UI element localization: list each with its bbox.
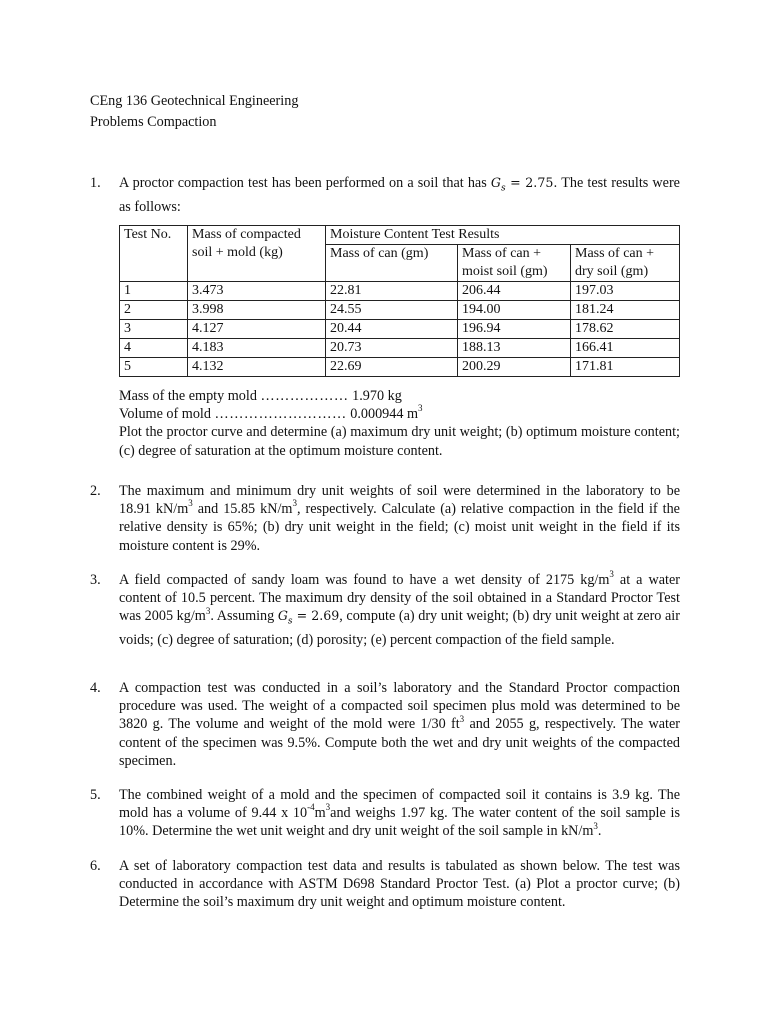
gs-symbol: $G_s = 2.75$.: [490, 175, 558, 194]
problem-2: [90, 482, 680, 555]
table-row: 4 4.183 20.73 188.13 166.41: [120, 338, 680, 357]
problem-number: 2.: [90, 483, 101, 499]
table-row: 3 4.127 20.44 196.94 178.62: [120, 319, 680, 338]
document-header: [90, 92, 298, 134]
header-mass-compacted: Mass of compacted soil + mold (kg): [188, 225, 326, 281]
problem-5: [90, 786, 680, 841]
problem-1-intro: A proctor compaction test has been performed on a soil that has $G_s = 2.75$. The test results were as follows:: [119, 175, 680, 215]
problem-number: 6.: [90, 858, 101, 874]
header-mass-can-dry: Mass of can + dry soil (gm): [571, 244, 680, 281]
problem-number: 5.: [90, 787, 101, 803]
problem-1: [90, 174, 680, 460]
header-mass-can: Mass of can (gm): [326, 244, 458, 281]
course-title: CEng 136 Geotechnical Engineering: [90, 93, 299, 109]
problem-number: 3.: [90, 572, 101, 588]
problem-3: [90, 571, 680, 649]
mold-mass-line: Mass of the empty mold ……………… 1.970 kg: [119, 387, 402, 404]
topic-title: Problems Compaction: [90, 114, 217, 130]
problem-number: 1.: [90, 175, 101, 191]
table-row: 1 3.473 22.81 206.44 197.03: [120, 281, 680, 300]
gs-symbol: $G_s = 2.69$: [277, 608, 340, 627]
table-row: 2 3.998 24.55 194.00 181.24: [120, 300, 680, 319]
problem-3-body: A field compacted of sandy loam was found to have a wet density of 2175 $kg/m^3$ at a water content of 10.5 percent. The maximum dry density of the soil obtained in a Standard Proctor Test was 2005 $kg/m^3$. Assuming $G_s = 2.69$, compute (a) dry unit weight; (b) dry unit weight at zero air voids; (c) degree of saturation; (d) porosity; (e) percent compaction of the field sample.: [119, 569, 680, 649]
header-mass-can-moist: Mass of can + moist soil (gm): [458, 244, 571, 281]
table-row: 5 4.132 22.69 200.29 171.81: [120, 357, 680, 376]
problem-4-body: A compaction test was conducted in a soil’s laboratory and the Standard Proctor compaction procedure was used. The weight of a compacted soil specimen plus mold was determined to be 3820 g. The volume and weight of the mold were 1/30 $ft^3$ and 2055 g, respectively. The water content of the specimen was 9.5%. Compute both the wet and dry unit weights of the compacted specimen.: [119, 680, 680, 769]
problem-4: [90, 679, 680, 770]
problem-5-body: The combined weight of a mold and the specimen of compacted soil it contains is 3.9 kg. The mold has a volume of 9.44 x $10^{-4}m^3and$ weighs 1.97 kg. The water content of the soil sample is 10%. Determine the wet unit weight and dry unit weight of the soil sample in $kN/m^3$.: [119, 787, 681, 840]
problem-number: 4.: [90, 680, 101, 696]
problem-2-body: The maximum and minimum dry unit weights of soil were determined in the laboratory to be 18.91 $kN/m^3$ and 15.85 $kN/m^3$, respectively. Calculate (a) relative compaction in the field if the relative density is 65%; (b) dry unit weight in the field; (c) moist unit weight in the field if its moisture content is 29%.: [119, 483, 680, 554]
problem-1-question: Plot the proctor curve and determine (a) maximum dry unit weight; (b) optimum moisture content; (c) degree of saturation at the optimum moisture content.: [119, 424, 680, 459]
compaction-data-table: [119, 225, 680, 377]
problem-6-body: A set of laboratory compaction test data and results is tabulated as shown below. The test was conducted in accordance with ASTM D698 Standard Proctor Test. (a) Plot a proctor curve; (b) Determine the soil’s maximum dry unit weight and optimum moisture content.: [119, 858, 680, 911]
problem-6: [90, 857, 680, 912]
header-moisture-group: Moisture Content Test Results: [326, 225, 680, 244]
header-test-no: Test No.: [120, 225, 188, 281]
problem-1-body: [119, 174, 680, 460]
mold-volume-line: Volume of mold ……………………… 0.000944 $m^3$: [119, 403, 423, 423]
